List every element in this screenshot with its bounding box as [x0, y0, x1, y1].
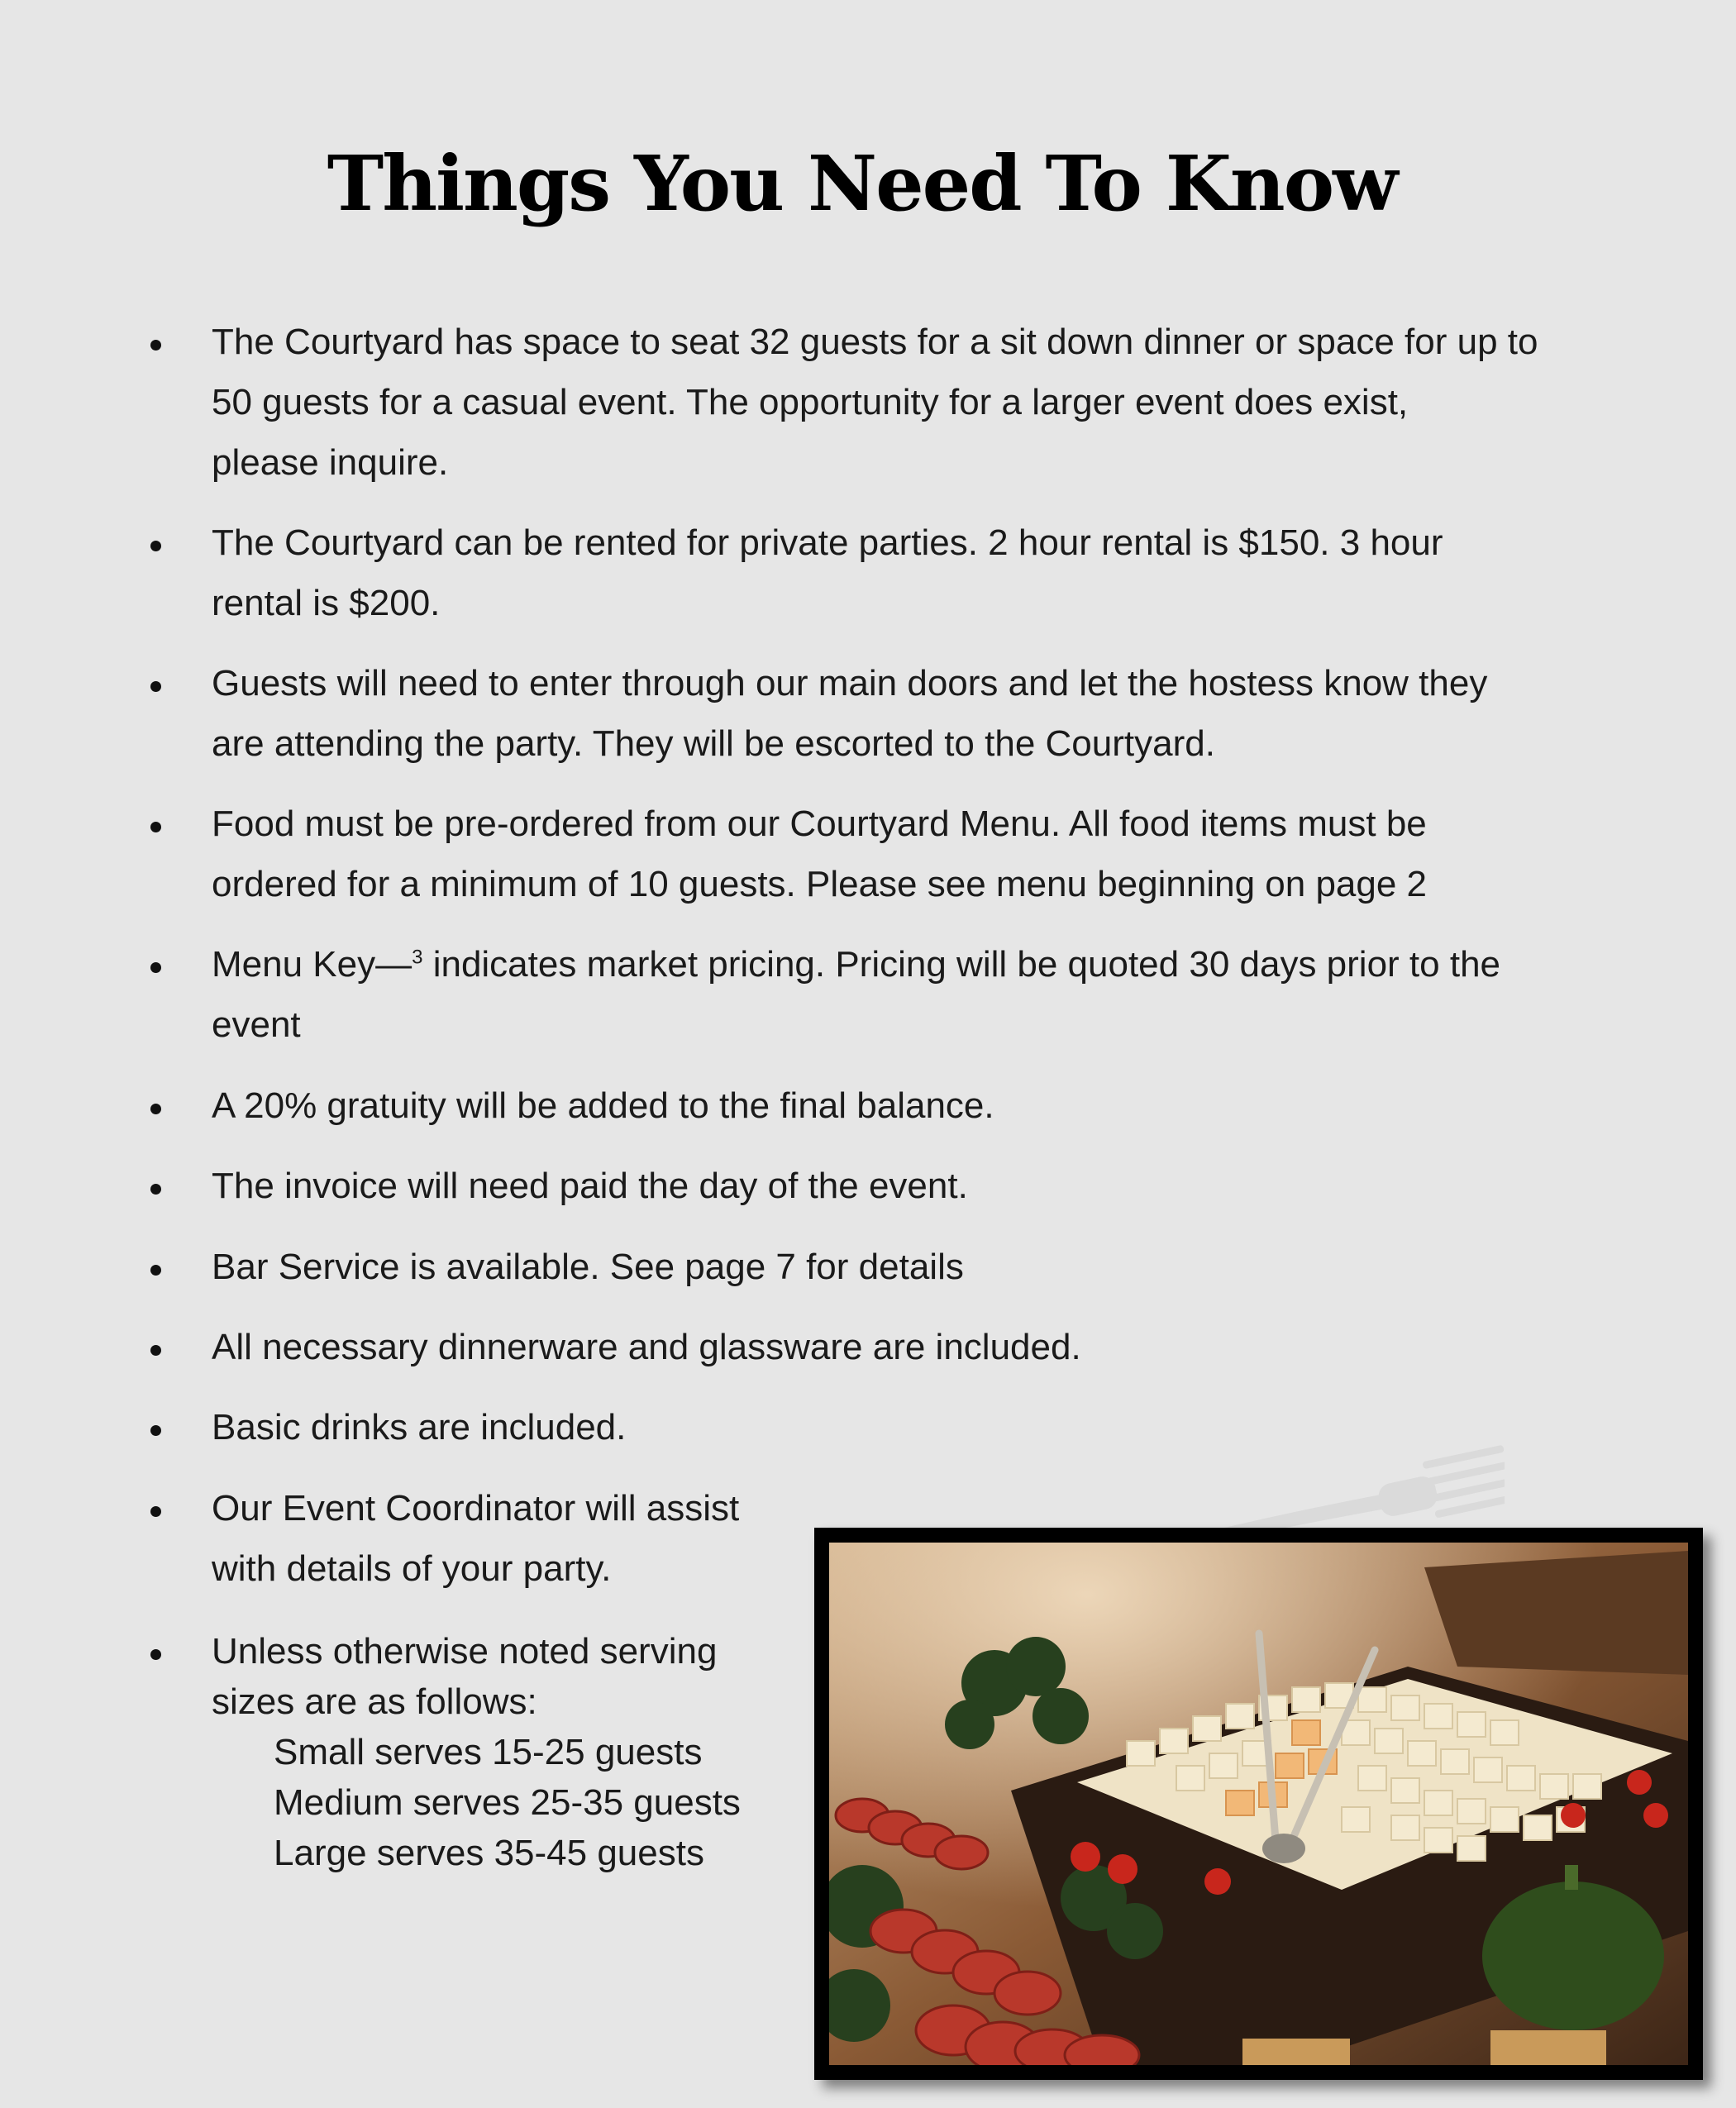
bullet-invoice — [212, 1156, 968, 1216]
page-title: Things You Need To Know — [327, 139, 1397, 228]
bullet-line: All necessary dinnerware and glassware are included. — [212, 1327, 1081, 1367]
serving-size-list — [212, 1727, 741, 1878]
bullet-line: Unless otherwise noted serving — [212, 1631, 718, 1672]
bullet-dot — [150, 681, 161, 692]
bullet-line: please inquire. — [212, 442, 449, 483]
bullet-line: 50 guests for a casual event. The opportunity for a larger event does exist, — [212, 382, 1409, 422]
catering-photo — [814, 1528, 1703, 2080]
bullet-dot — [150, 1104, 161, 1114]
bullet-line: Guests will need to enter through our main doors and let the hostess know they — [212, 663, 1488, 703]
bullet-dot — [150, 541, 161, 551]
bullet-line: sizes are as follows: — [212, 1681, 537, 1722]
serving-size-medium: Medium serves 25-35 guests — [274, 1782, 741, 1823]
bullet-dinnerware — [212, 1317, 1081, 1377]
bullet-gratuity — [212, 1075, 994, 1136]
bullet-serving-sizes — [212, 1626, 741, 1878]
bullet-menu-key — [212, 934, 1500, 1055]
bullet-line — [212, 934, 1500, 994]
bullet-dot — [150, 1649, 161, 1660]
bullet-dot — [150, 962, 161, 973]
bullet-line: ordered for a minimum of 10 guests. Please see menu beginning on page 2 — [212, 864, 1428, 904]
bullet-dot — [150, 1425, 161, 1436]
bullet-line: Our Event Coordinator will assist — [212, 1488, 740, 1529]
bullet-food — [212, 794, 1427, 914]
bullet-line: are attending the party. They will be escorted to the Courtyard. — [212, 723, 1215, 764]
bullet-drinks — [212, 1397, 626, 1457]
serving-size-large: Large serves 35-45 guests — [274, 1833, 704, 1873]
bullet-dot — [150, 1265, 161, 1276]
bullet-line: The Courtyard can be rented for private parties. 2 hour rental is $150. 3 hour — [212, 522, 1443, 563]
bullet-line: Bar Service is available. See page 7 for details — [212, 1247, 964, 1287]
menu-key-label: Menu Key— — [212, 944, 413, 985]
market-price-marker: 3 — [412, 946, 423, 969]
bullet-entry — [212, 653, 1487, 774]
cheese-platter-illustration — [829, 1543, 1688, 2065]
bullet-dot — [150, 340, 161, 351]
bullet-dot — [150, 822, 161, 832]
bullet-rental — [212, 513, 1443, 633]
bullet-line: event — [212, 1004, 301, 1045]
bullet-line: A 20% gratuity will be added to the final balance. — [212, 1085, 994, 1126]
bullet-line: The invoice will need paid the day of the event. — [212, 1166, 968, 1206]
bullet-line: Basic drinks are included. — [212, 1407, 627, 1447]
bullet-coordinator — [212, 1478, 739, 1599]
bullet-line: with details of your party. — [212, 1548, 612, 1589]
bullet-line: rental is $200. — [212, 583, 441, 623]
bullet-capacity — [212, 312, 1538, 493]
serving-size-small: Small serves 15-25 guests — [274, 1732, 703, 1772]
bullet-line: The Courtyard has space to seat 32 guests for a sit down dinner or space for up to — [212, 322, 1538, 362]
bullet-dot — [150, 1345, 161, 1356]
bullet-bar-service — [212, 1237, 964, 1297]
bullet-line: Food must be pre-ordered from our Courtyard Menu. All food items must be — [212, 804, 1427, 844]
menu-key-text: indicates market pricing. Pricing will be quoted 30 days prior to the — [422, 944, 1501, 985]
bullet-dot — [150, 1184, 161, 1195]
bullet-dot — [150, 1506, 161, 1517]
